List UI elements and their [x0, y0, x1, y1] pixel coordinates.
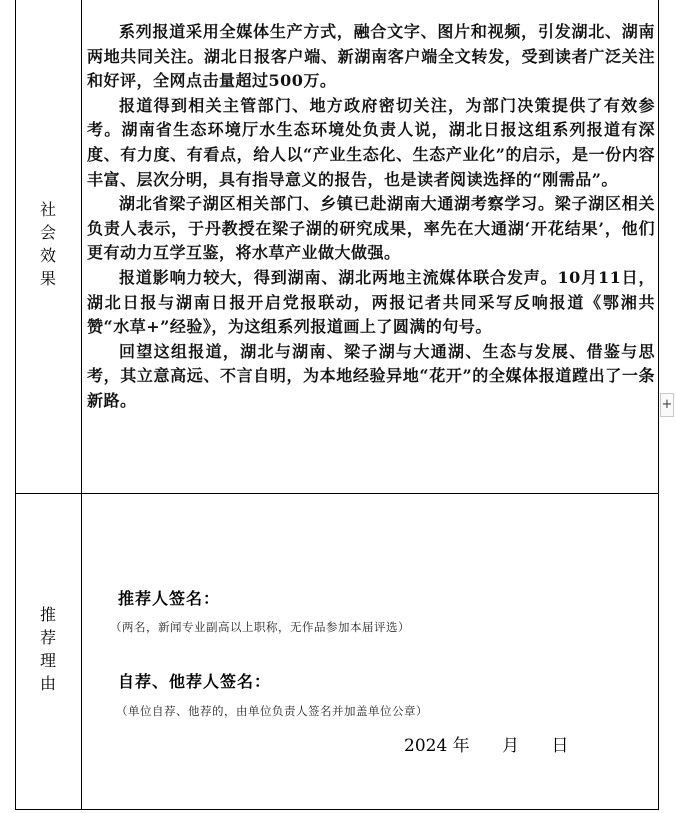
label-char: 效	[39, 246, 56, 265]
date-year-unit: 年	[452, 736, 470, 756]
recommender-signature-label: 推荐人签名：	[118, 589, 221, 608]
self-other-note: （单位自荐、他荐的，由单位负责人签名并加盖单位公章）	[116, 704, 428, 718]
label-char: 由	[39, 674, 56, 693]
recommendation-reason-label	[15, 603, 81, 695]
effect-paragraph: 报道影响力较大，得到湖南、湖北两地主流媒体联合发声。10月11日，湖北日报与湖南日报开启党报联动，两报记者共同采写反响报道《鄂湘共赞“水草+”经验》，为这组系列报道画上了圆满的句号。	[87, 267, 655, 337]
effect-paragraph: 湖北省梁子湖区相关部门、乡镇已赴湖南大通湖考察学习。梁子湖区相关负责人表示，于丹教授在梁子湖的研究成果，率先在大通湖‘开花结果’，他们更有动力互学互鉴，将水草产业做大做强。	[87, 194, 655, 263]
date-day-unit: 日	[551, 736, 569, 756]
add-row-plus-icon[interactable]: +	[660, 393, 674, 417]
recommender-note: （两名，新闻专业副高以上职称，无作品参加本届评选）	[110, 620, 410, 634]
label-char: 推	[39, 605, 56, 624]
social-effect-content	[87, 20, 655, 414]
column-divider	[81, 0, 82, 810]
row-divider	[15, 493, 659, 494]
effect-paragraph: 报道得到相关主管部门、地方政府密切关注，为部门决策提供了有效参考。湖南省生态环境厅水生态环境处负责人说，湖北日报这组系列报道有深度、有力度、有看点，给人以“产业生态化、生态产业化”的启示，是一份内容丰富、层次分明，具有指导意义的报告，也是读者阅读选择的“刚需品”。	[87, 95, 655, 189]
date-year: 2024	[404, 736, 448, 756]
date-line	[404, 731, 569, 756]
self-other-signature-label: 自荐、他荐人签名：	[118, 672, 272, 691]
effect-paragraph: 回望这组报道，湖北与湖南、梁子湖与大通湖、生态与发展、借鉴与思考，其立意高远、不言自明，为本地经验异地“花开”的全媒体报道蹚出了一条新路。	[87, 341, 655, 410]
label-char: 果	[39, 269, 56, 288]
effect-paragraph: 系列报道采用全媒体生产方式，融合文字、图片和视频，引发湖北、湖南两地共同关注。湖北日报客户端、新湖南客户端全文转发，受到读者广泛关注和好评，全网点击量超过500万。	[87, 22, 655, 91]
social-effect-label	[15, 198, 81, 290]
label-char: 荐	[39, 628, 56, 647]
label-char: 理	[39, 651, 56, 670]
date-month-unit: 月	[502, 736, 520, 756]
label-char: 会	[39, 223, 56, 242]
label-char: 社	[39, 200, 56, 219]
